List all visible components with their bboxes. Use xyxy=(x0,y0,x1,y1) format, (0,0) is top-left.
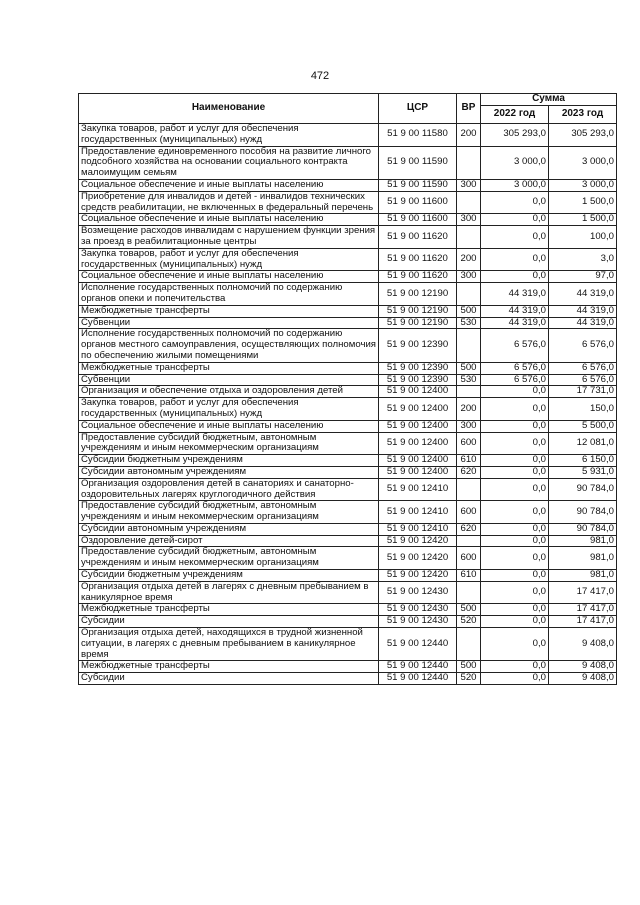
cell-vr: 600 xyxy=(457,547,481,570)
cell-y2022: 6 576,0 xyxy=(481,362,549,374)
cell-y2022: 0,0 xyxy=(481,501,549,524)
cell-y2022: 305 293,0 xyxy=(481,124,549,147)
cell-name: Субсидии автономным учреждениям xyxy=(79,523,379,535)
cell-vr xyxy=(457,478,481,501)
table-row xyxy=(79,432,617,455)
cell-y2023: 17 417,0 xyxy=(549,616,617,628)
header-vr: ВР xyxy=(457,94,481,124)
cell-y2022: 44 319,0 xyxy=(481,283,549,306)
cell-csr: 51 9 00 12430 xyxy=(379,616,457,628)
cell-y2022: 0,0 xyxy=(481,455,549,467)
cell-y2023: 44 319,0 xyxy=(549,305,617,317)
cell-y2022: 0,0 xyxy=(481,616,549,628)
cell-y2022: 0,0 xyxy=(481,271,549,283)
table-row xyxy=(79,673,617,685)
cell-name: Исполнение государственных полномочий по содержанию органов местного самоуправления, осуществляющих полномочия по обеспечению жилыми помещениями xyxy=(79,329,379,362)
cell-y2023: 305 293,0 xyxy=(549,124,617,147)
cell-name: Социальное обеспечение и иные выплаты населению xyxy=(79,179,379,191)
cell-y2023: 12 081,0 xyxy=(549,432,617,455)
cell-csr: 51 9 00 12390 xyxy=(379,362,457,374)
cell-name: Организация и обеспечение отдыха и оздоровления детей xyxy=(79,386,379,398)
cell-name: Организация оздоровления детей в санаториях и санаторно-оздоровительных лагерях круглогодичного действия xyxy=(79,478,379,501)
cell-vr: 500 xyxy=(457,661,481,673)
cell-vr: 610 xyxy=(457,570,481,582)
cell-y2022: 0,0 xyxy=(481,581,549,604)
cell-vr xyxy=(457,329,481,362)
table-row xyxy=(79,317,617,329)
cell-name: Возмещение расходов инвалидам с нарушением функции зрения за проезд в реабилитационные центры xyxy=(79,226,379,249)
cell-vr: 300 xyxy=(457,214,481,226)
cell-csr: 51 9 00 12190 xyxy=(379,283,457,306)
cell-csr: 51 9 00 12410 xyxy=(379,523,457,535)
cell-y2022: 0,0 xyxy=(481,570,549,582)
table-row xyxy=(79,191,617,214)
table-row xyxy=(79,248,617,271)
cell-csr: 51 9 00 12400 xyxy=(379,398,457,421)
cell-name: Предоставление единовременного пособия на развитие личного подсобного хозяйства на основании социального контракта малоимущим семьям xyxy=(79,146,379,179)
table-row xyxy=(79,455,617,467)
cell-y2023: 9 408,0 xyxy=(549,673,617,685)
cell-name: Организация отдыха детей, находящихся в трудной жизненной ситуации, в лагерях с дневным пребыванием в каникулярное время xyxy=(79,628,379,661)
cell-csr: 51 9 00 12390 xyxy=(379,329,457,362)
cell-vr xyxy=(457,226,481,249)
table-row xyxy=(79,214,617,226)
cell-y2023: 3 000,0 xyxy=(549,146,617,179)
cell-csr: 51 9 00 12420 xyxy=(379,547,457,570)
cell-vr: 530 xyxy=(457,374,481,386)
cell-y2023: 90 784,0 xyxy=(549,501,617,524)
cell-vr: 610 xyxy=(457,455,481,467)
cell-csr: 51 9 00 11580 xyxy=(379,124,457,147)
cell-y2023: 981,0 xyxy=(549,547,617,570)
cell-name: Закупка товаров, работ и услуг для обеспечения государственных (муниципальных) нужд xyxy=(79,398,379,421)
cell-y2023: 90 784,0 xyxy=(549,478,617,501)
cell-vr: 520 xyxy=(457,673,481,685)
cell-y2023: 5 500,0 xyxy=(549,420,617,432)
cell-csr: 51 9 00 11590 xyxy=(379,146,457,179)
cell-vr xyxy=(457,283,481,306)
cell-y2022: 3 000,0 xyxy=(481,146,549,179)
table-row xyxy=(79,466,617,478)
table-row xyxy=(79,570,617,582)
cell-vr: 620 xyxy=(457,523,481,535)
cell-csr: 51 9 00 12410 xyxy=(379,478,457,501)
cell-name: Предоставление субсидий бюджетным, автономным учреждениям и иным некоммерческим организациям xyxy=(79,501,379,524)
cell-name: Социальное обеспечение и иные выплаты населению xyxy=(79,214,379,226)
cell-csr: 51 9 00 12190 xyxy=(379,305,457,317)
cell-y2023: 150,0 xyxy=(549,398,617,421)
cell-csr: 51 9 00 12390 xyxy=(379,374,457,386)
cell-y2022: 0,0 xyxy=(481,547,549,570)
table-row xyxy=(79,386,617,398)
table-row xyxy=(79,535,617,547)
table-row xyxy=(79,420,617,432)
table-row xyxy=(79,124,617,147)
cell-csr: 51 9 00 12440 xyxy=(379,628,457,661)
table-row xyxy=(79,661,617,673)
cell-y2023: 17 731,0 xyxy=(549,386,617,398)
cell-vr: 600 xyxy=(457,432,481,455)
table-row xyxy=(79,478,617,501)
cell-y2022: 0,0 xyxy=(481,248,549,271)
header-csr: ЦСР xyxy=(379,94,457,124)
cell-y2022: 0,0 xyxy=(481,523,549,535)
cell-vr xyxy=(457,191,481,214)
cell-vr: 500 xyxy=(457,604,481,616)
header-row xyxy=(79,94,617,106)
cell-y2023: 9 408,0 xyxy=(549,661,617,673)
cell-csr: 51 9 00 12400 xyxy=(379,432,457,455)
cell-csr: 51 9 00 12410 xyxy=(379,501,457,524)
cell-csr: 51 9 00 11600 xyxy=(379,191,457,214)
cell-csr: 51 9 00 12430 xyxy=(379,581,457,604)
cell-vr xyxy=(457,535,481,547)
cell-name: Субвенции xyxy=(79,317,379,329)
cell-name: Предоставление субсидий бюджетным, автономным учреждениям и иным некоммерческим организациям xyxy=(79,432,379,455)
budget-table xyxy=(78,93,617,685)
cell-y2023: 97,0 xyxy=(549,271,617,283)
cell-name: Организация отдыха детей в лагерях с дневным пребыванием в каникулярное время xyxy=(79,581,379,604)
cell-name: Предоставление субсидий бюджетным, автономным учреждениям и иным некоммерческим организациям xyxy=(79,547,379,570)
cell-y2022: 0,0 xyxy=(481,191,549,214)
cell-name: Субсидии бюджетным учреждениям xyxy=(79,455,379,467)
table-row xyxy=(79,616,617,628)
cell-y2022: 0,0 xyxy=(481,432,549,455)
cell-name: Закупка товаров, работ и услуг для обеспечения государственных (муниципальных) нужд xyxy=(79,124,379,147)
cell-name: Закупка товаров, работ и услуг для обеспечения государственных (муниципальных) нужд xyxy=(79,248,379,271)
table-row xyxy=(79,547,617,570)
cell-y2023: 6 150,0 xyxy=(549,455,617,467)
cell-y2023: 44 319,0 xyxy=(549,283,617,306)
cell-y2022: 44 319,0 xyxy=(481,317,549,329)
cell-y2022: 0,0 xyxy=(481,386,549,398)
cell-csr: 51 9 00 12420 xyxy=(379,535,457,547)
cell-name: Оздоровление детей-сирот xyxy=(79,535,379,547)
cell-y2023: 17 417,0 xyxy=(549,604,617,616)
cell-vr: 200 xyxy=(457,124,481,147)
table-row xyxy=(79,226,617,249)
cell-y2022: 6 576,0 xyxy=(481,329,549,362)
cell-csr: 51 9 00 12440 xyxy=(379,661,457,673)
table-row xyxy=(79,604,617,616)
cell-y2023: 6 576,0 xyxy=(549,362,617,374)
table-row xyxy=(79,283,617,306)
table-row xyxy=(79,581,617,604)
table-row xyxy=(79,305,617,317)
cell-name: Социальное обеспечение и иные выплаты населению xyxy=(79,271,379,283)
cell-name: Приобретение для инвалидов и детей - инвалидов технических средств реабилитации, не включенных в федеральный перечень xyxy=(79,191,379,214)
cell-csr: 51 9 00 12400 xyxy=(379,466,457,478)
cell-y2023: 981,0 xyxy=(549,535,617,547)
cell-name: Субвенции xyxy=(79,374,379,386)
cell-y2022: 0,0 xyxy=(481,604,549,616)
cell-y2022: 0,0 xyxy=(481,398,549,421)
cell-name: Межбюджетные трансферты xyxy=(79,604,379,616)
table-row xyxy=(79,523,617,535)
cell-y2023: 6 576,0 xyxy=(549,374,617,386)
cell-y2023: 1 500,0 xyxy=(549,191,617,214)
cell-y2022: 3 000,0 xyxy=(481,179,549,191)
cell-vr xyxy=(457,581,481,604)
cell-y2022: 0,0 xyxy=(481,226,549,249)
cell-csr: 51 9 00 12400 xyxy=(379,386,457,398)
cell-y2023: 17 417,0 xyxy=(549,581,617,604)
cell-name: Межбюджетные трансферты xyxy=(79,362,379,374)
cell-y2023: 981,0 xyxy=(549,570,617,582)
cell-csr: 51 9 00 11590 xyxy=(379,179,457,191)
cell-vr: 520 xyxy=(457,616,481,628)
cell-vr: 620 xyxy=(457,466,481,478)
cell-vr: 200 xyxy=(457,398,481,421)
cell-vr xyxy=(457,386,481,398)
cell-csr: 51 9 00 11620 xyxy=(379,226,457,249)
cell-y2022: 0,0 xyxy=(481,478,549,501)
cell-csr: 51 9 00 12440 xyxy=(379,673,457,685)
table-row xyxy=(79,179,617,191)
cell-y2023: 44 319,0 xyxy=(549,317,617,329)
table-body xyxy=(79,124,617,685)
cell-y2023: 100,0 xyxy=(549,226,617,249)
cell-vr: 300 xyxy=(457,271,481,283)
cell-csr: 51 9 00 11620 xyxy=(379,271,457,283)
cell-name: Субсидии xyxy=(79,673,379,685)
table-row xyxy=(79,271,617,283)
table-row xyxy=(79,501,617,524)
cell-y2022: 0,0 xyxy=(481,420,549,432)
cell-name: Межбюджетные трансферты xyxy=(79,305,379,317)
cell-csr: 51 9 00 12400 xyxy=(379,455,457,467)
cell-name: Социальное обеспечение и иные выплаты населению xyxy=(79,420,379,432)
cell-y2023: 9 408,0 xyxy=(549,628,617,661)
cell-vr: 500 xyxy=(457,362,481,374)
header-sum: Сумма xyxy=(481,94,617,106)
cell-y2023: 3 000,0 xyxy=(549,179,617,191)
cell-csr: 51 9 00 12190 xyxy=(379,317,457,329)
table-row xyxy=(79,374,617,386)
page-number: 472 xyxy=(310,70,330,82)
cell-y2023: 6 576,0 xyxy=(549,329,617,362)
table-row xyxy=(79,362,617,374)
header-2022: 2022 год xyxy=(481,106,549,124)
cell-csr: 51 9 00 11620 xyxy=(379,248,457,271)
cell-name: Межбюджетные трансферты xyxy=(79,661,379,673)
cell-csr: 51 9 00 12430 xyxy=(379,604,457,616)
cell-vr: 500 xyxy=(457,305,481,317)
cell-csr: 51 9 00 11600 xyxy=(379,214,457,226)
cell-y2022: 0,0 xyxy=(481,661,549,673)
table-row xyxy=(79,329,617,362)
cell-vr: 300 xyxy=(457,420,481,432)
cell-y2022: 0,0 xyxy=(481,466,549,478)
cell-vr: 600 xyxy=(457,501,481,524)
cell-y2023: 3,0 xyxy=(549,248,617,271)
cell-name: Исполнение государственных полномочий по содержанию органов опеки и попечительства xyxy=(79,283,379,306)
header-2023: 2023 год xyxy=(549,106,617,124)
cell-y2023: 5 931,0 xyxy=(549,466,617,478)
cell-y2022: 0,0 xyxy=(481,673,549,685)
cell-vr: 530 xyxy=(457,317,481,329)
table-row xyxy=(79,628,617,661)
cell-name: Субсидии автономным учреждениям xyxy=(79,466,379,478)
cell-y2022: 0,0 xyxy=(481,535,549,547)
cell-y2022: 6 576,0 xyxy=(481,374,549,386)
cell-y2023: 1 500,0 xyxy=(549,214,617,226)
cell-vr xyxy=(457,146,481,179)
cell-vr xyxy=(457,628,481,661)
cell-y2022: 44 319,0 xyxy=(481,305,549,317)
header-name: Наименование xyxy=(79,94,379,124)
cell-vr: 300 xyxy=(457,179,481,191)
cell-y2022: 0,0 xyxy=(481,214,549,226)
cell-y2023: 90 784,0 xyxy=(549,523,617,535)
cell-csr: 51 9 00 12400 xyxy=(379,420,457,432)
cell-vr: 200 xyxy=(457,248,481,271)
cell-csr: 51 9 00 12420 xyxy=(379,570,457,582)
table-row xyxy=(79,146,617,179)
table-row xyxy=(79,398,617,421)
cell-y2022: 0,0 xyxy=(481,628,549,661)
cell-name: Субсидии бюджетным учреждениям xyxy=(79,570,379,582)
cell-name: Субсидии xyxy=(79,616,379,628)
